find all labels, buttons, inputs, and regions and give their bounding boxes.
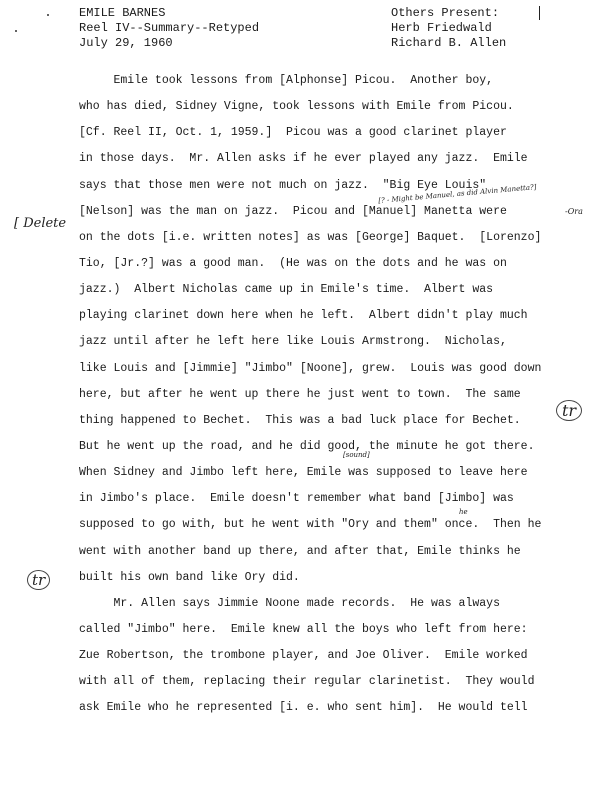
- text-line: here, but after he went up there he just went to town. The same: [79, 387, 521, 401]
- summary-body: [79, 68, 559, 722]
- header-others-label: Others Present:: [391, 6, 500, 20]
- text-line: went with another band up there, and after that, Emile thinks he: [79, 544, 521, 558]
- text-line: jazz.) Albert Nicholas came up in Emile's time. Albert was: [79, 283, 494, 297]
- header-person-2: Richard B. Allen: [391, 36, 507, 50]
- speck: [15, 30, 17, 32]
- text-line: But he went up the road, and he did good, the minute he got there.: [79, 439, 535, 453]
- header-name: EMILE BARNES: [79, 6, 166, 20]
- text-line: in Jimbo's place. Emile doesn't remember what band [Jimbo] was: [79, 492, 514, 506]
- text-line: called "Jimbo" here. Emile knew all the boys who left from here:: [79, 622, 528, 636]
- speck: [47, 14, 49, 16]
- corner-mark: [539, 6, 540, 20]
- text-line: [Cf. Reel II, Oct. 1, 1959.] Picou was a good clarinet player: [79, 126, 507, 140]
- annotation-above-nelson: [? - Might be Manuel, as did Alvin Manetta?]: [377, 183, 537, 205]
- text-line: on the dots [i.e. written notes] as was [George] Baquet. [Lorenzo]: [79, 230, 542, 244]
- annotation-margin-left: [ Delete: [14, 216, 67, 231]
- text-line: ask Emile who he represented [i. e. who sent him]. He would tell: [79, 701, 528, 715]
- text-line: When Sidney and Jimbo left here, Emile was supposed to leave here: [79, 466, 528, 480]
- annotation-above-good: [sound]: [343, 451, 370, 459]
- text-line: [Nelson] was the man on jazz. Picou and [Manuel] Manetta were: [79, 204, 507, 218]
- text-line: says that those men were not much on jazz. "Big Eye Louis": [79, 178, 487, 192]
- annotation-above-nelson-right: -Ora: [565, 207, 583, 216]
- annotation-margin-left-lower: tr: [27, 570, 50, 590]
- text-line: built his own band like Ory did.: [79, 570, 300, 584]
- text-line: Emile took lessons from [Alphonse] Picou. Another boy,: [79, 74, 494, 87]
- text-line: with all of them, replacing their regular clarinetist. They would: [79, 675, 535, 689]
- header-left: [79, 6, 259, 51]
- header-reel: Reel IV--Summary--Retyped: [79, 21, 260, 35]
- annotation-margin-right: tr: [556, 400, 582, 421]
- header-date: July 29, 1960: [79, 36, 173, 50]
- text-line: in those days. Mr. Allen asks if he ever played any jazz. Emile: [79, 152, 528, 166]
- annotation-above-jimbo: he: [459, 508, 468, 516]
- header-right: [391, 6, 506, 51]
- text-line: who has died, Sidney Vigne, took lessons with Emile from Picou.: [79, 100, 514, 114]
- text-line: supposed to go with, but he went with "Ory and them" once. Then he: [79, 518, 542, 532]
- text-line: Zue Robertson, the trombone player, and Joe Oliver. Emile worked: [79, 649, 528, 663]
- text-line: Mr. Allen says Jimmie Noone made records. He was always: [79, 596, 500, 610]
- text-line: thing happened to Bechet. This was a bad luck place for Bechet.: [79, 413, 521, 427]
- text-line: like Louis and [Jimmie] "Jimbo" [Noone], grew. Louis was good down: [79, 361, 542, 375]
- header-person-1: Herb Friedwald: [391, 21, 492, 35]
- text-line: Tio, [Jr.?] was a good man. (He was on the dots and he was on: [79, 256, 507, 270]
- text-line: playing clarinet down here when he left. Albert didn't play much: [79, 309, 528, 323]
- text-line: jazz until after he left here like Louis Armstrong. Nicholas,: [79, 335, 507, 349]
